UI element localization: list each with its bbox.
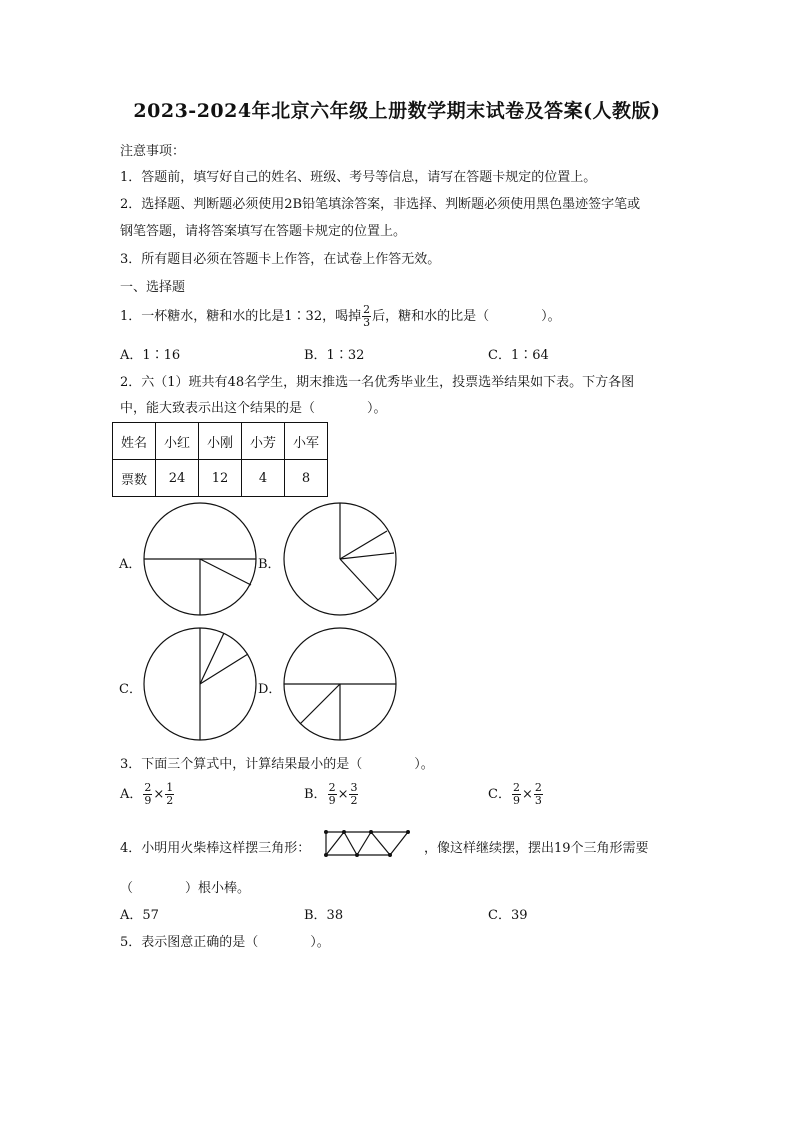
fraction: $\frac{1}{2}$	[166, 781, 174, 807]
pie-chart-a[interactable]	[144, 503, 256, 615]
notice-item-2: 2．选择题、判断题必须使用2B铅笔填涂答案，非选择、判断题必须使用黑色墨迹签字笔或	[120, 197, 641, 212]
q2-option-b-label[interactable]: B．	[258, 557, 281, 572]
q2-option-c-label[interactable]: C．	[119, 682, 142, 697]
table-cell: 小军	[285, 423, 328, 460]
fraction: $\frac{2}{9}$	[512, 781, 520, 807]
question-4-post: ，像这样继续摆，摆出19个三角形需要	[424, 841, 649, 856]
option-label: A．	[120, 787, 143, 802]
times-sign: ×	[153, 787, 165, 802]
notice-heading: 注意事项：	[120, 144, 186, 159]
table-cell: 小刚	[199, 423, 242, 460]
pie-chart-c[interactable]	[144, 628, 256, 740]
table-cell: 4	[242, 460, 285, 497]
fraction: $\frac{2}{3}$	[534, 781, 542, 807]
fraction: $\frac{2}{9}$	[328, 781, 336, 807]
q2-option-a-label[interactable]: A．	[119, 557, 142, 572]
table-cell: 小芳	[242, 423, 285, 460]
section-heading-choice: 一、选择题	[120, 280, 186, 295]
question-1-pre: 1．一杯糖水，糖和水的比是1∶32，喝掉	[120, 309, 362, 324]
question-1-post: 后，糖和水的比是（ ）。	[372, 309, 561, 324]
fraction: $\frac{2}{9}$	[144, 781, 152, 807]
q3-option-c[interactable]	[488, 782, 544, 807]
option-label: B．	[304, 787, 327, 802]
q2-option-d-label[interactable]: D．	[258, 682, 282, 697]
notice-item-3: 3．所有题目必须在答题卡上作答，在试卷上作答无效。	[120, 252, 441, 267]
table-cell: 票数	[113, 460, 156, 497]
q4-option-c[interactable]: C．39	[488, 908, 528, 923]
notice-item-1: 1．答题前，填写好自己的姓名、班级、考号等信息，请写在答题卡规定的位置上。	[120, 170, 597, 185]
q1-option-b[interactable]: B．1∶32	[304, 348, 365, 363]
pie-chart-b[interactable]	[284, 503, 396, 615]
notice-item-2-cont: 钢笔答题，请将答案填写在答题卡规定的位置上。	[120, 224, 407, 239]
table-cell: 姓名	[113, 423, 156, 460]
fraction-two-thirds: $\frac{2}{3}$	[363, 303, 371, 329]
question-4-line-2: （ ）根小棒。	[120, 881, 251, 896]
q1-option-a[interactable]: A．1∶16	[120, 348, 181, 363]
q1-option-c[interactable]: C．1∶64	[488, 348, 549, 363]
times-sign: ×	[337, 787, 349, 802]
table-cell: 小红	[156, 423, 199, 460]
matchstick-triangles-figure	[326, 832, 408, 855]
question-3: 3．下面三个算式中，计算结果最小的是（ ）。	[120, 757, 434, 772]
q3-option-b[interactable]	[304, 782, 359, 807]
option-label: C．	[488, 787, 511, 802]
page-title: 2023-2024年北京六年级上册数学期末试卷及答案(人教版)	[133, 100, 661, 122]
question-2-line-1: 2．六（1）班共有48名学生，期末推选一名优秀毕业生，投票选举结果如下表。下方各图	[120, 375, 635, 390]
q4-option-b[interactable]: B．38	[304, 908, 344, 923]
table-cell: 12	[199, 460, 242, 497]
q4-option-a[interactable]: A．57	[120, 908, 159, 923]
q3-option-a[interactable]	[120, 782, 175, 807]
question-5: 5．表示图意正确的是（ ）。	[120, 935, 330, 950]
pie-chart-d[interactable]	[284, 628, 396, 740]
table-cell: 24	[156, 460, 199, 497]
table-cell: 8	[285, 460, 328, 497]
question-4-pre: 4．小明用火柴棒这样摆三角形：	[120, 841, 311, 856]
times-sign: ×	[521, 787, 533, 802]
question-2-line-2: 中，能大致表示出这个结果的是（ ）。	[120, 401, 387, 416]
fraction: $\frac{3}{2}$	[350, 781, 358, 807]
